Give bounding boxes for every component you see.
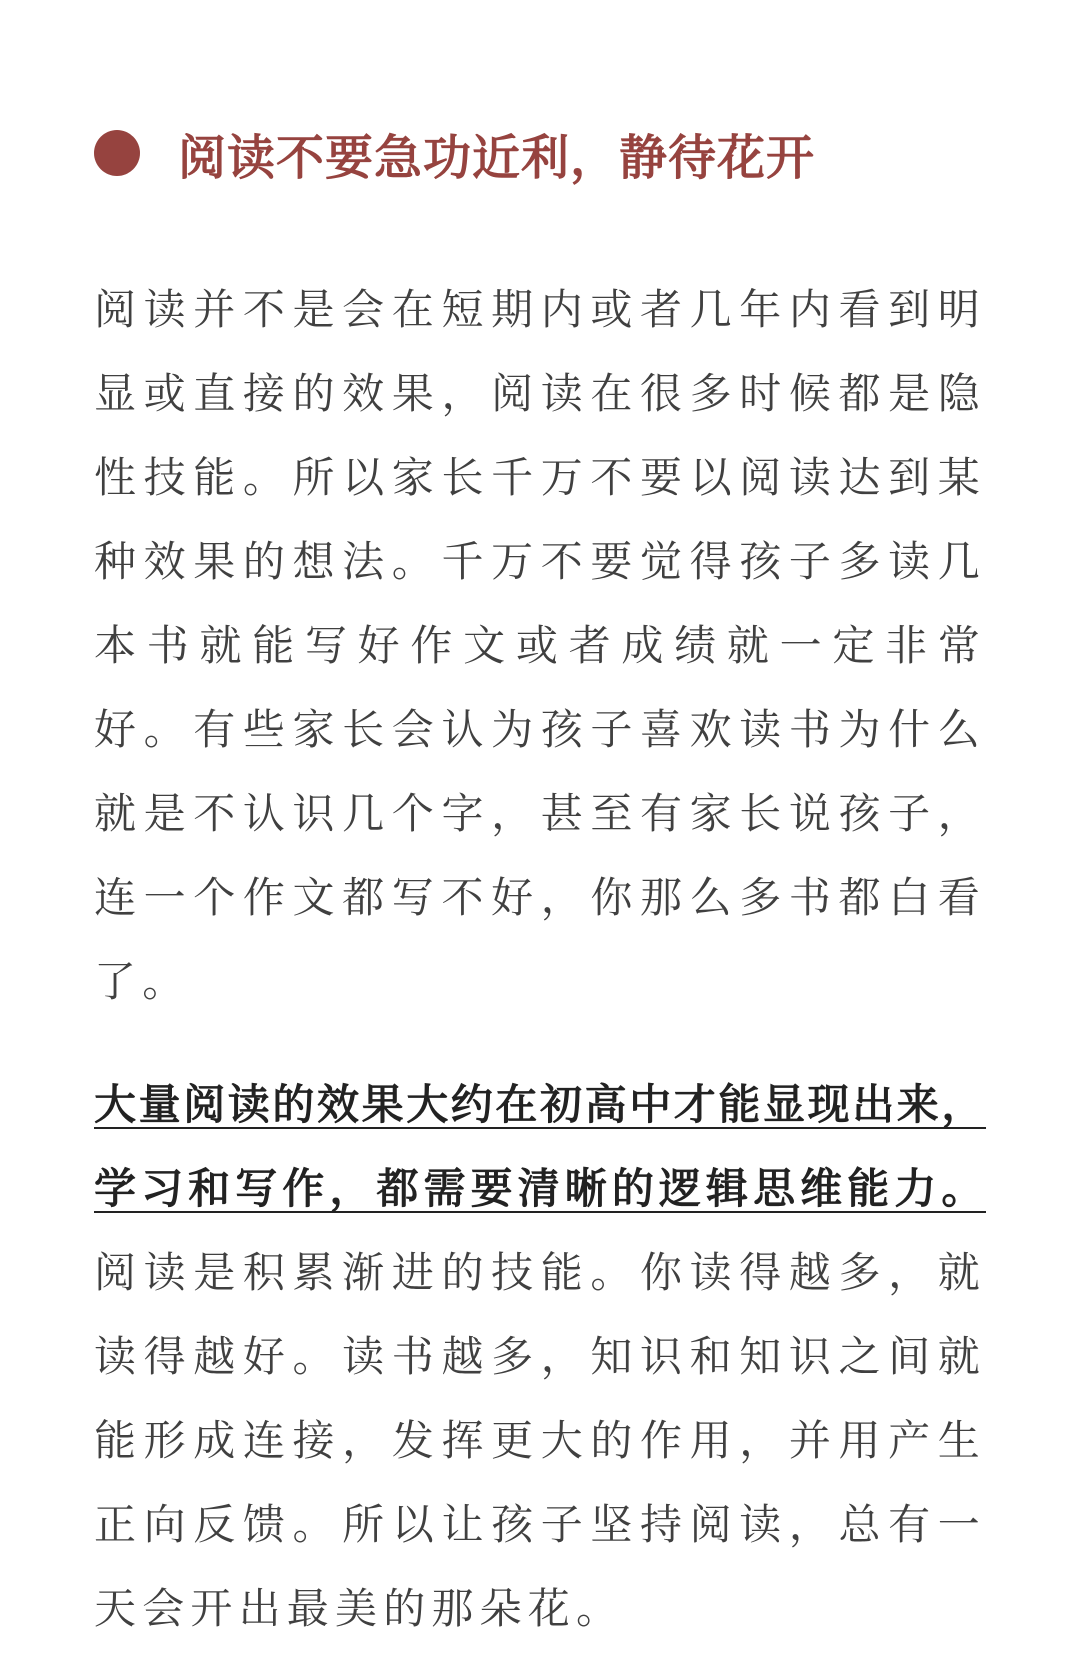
emphasis-text: 大量阅读的效果大约在初高中才能显现出来，学习和写作，都需要清晰的逻辑思维能力。 xyxy=(94,1080,987,1213)
paragraph-2 xyxy=(94,1063,986,1651)
paragraph-1: 阅读并不是会在短期内或者几年内看到明显或直接的效果，阅读在很多时候都是隐性技能。所以家长千万不要以阅读达到某种效果的想法。千万不要觉得孩子多读几本书就能写好作文或者成绩就一定非常好。有些家长会认为孩子喜欢读书为什么就是不认识几个字，甚至有家长说孩子，连一个作文都写不好，你那么多书都白看了。 xyxy=(94,285,986,1006)
bullet-dot-icon xyxy=(94,130,140,176)
section-heading-text: 阅读不要急功近利，静待花开 xyxy=(178,129,816,186)
section-heading xyxy=(94,118,815,188)
paragraph-2-body: 阅读是积累渐进的技能。你读得越多，就读得越好。读书越多，知识和知识之间就能形成连接，发挥更大的作用，并用产生正向反馈。所以让孩子坚持阅读，总有一天会开出最美的那朵花。 xyxy=(94,1248,986,1633)
